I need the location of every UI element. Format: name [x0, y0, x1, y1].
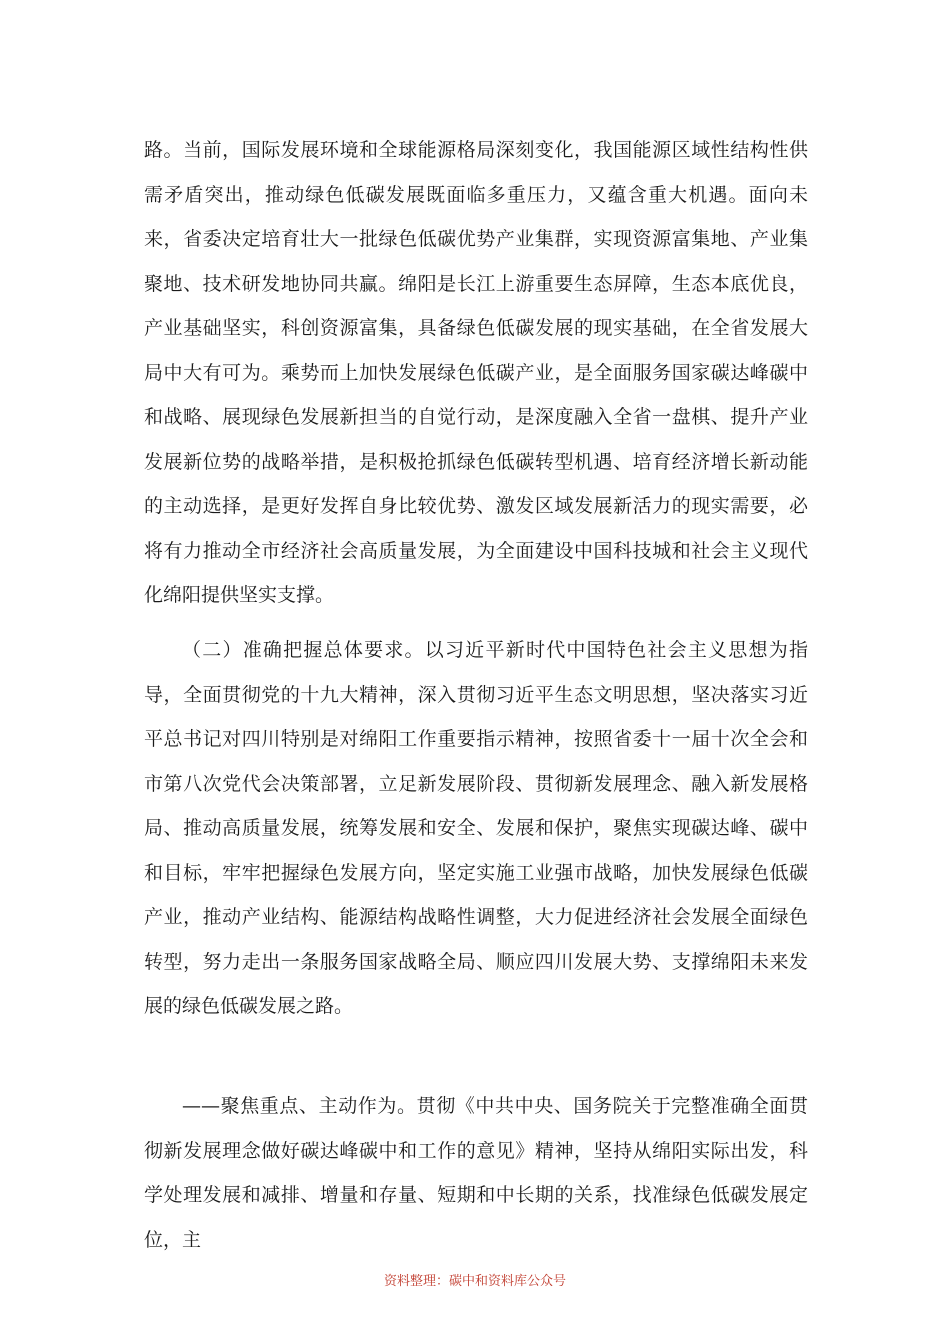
- paragraph-continuation: 路。当前，国际发展环境和全球能源格局深刻变化，我国能源区域性结构性供需矛盾突出，推动绿色低碳发展既面临多重压力，又蕴含重大机遇。面向未来，省委决定培育壮大一批绿色低碳优势产业集群，实现资源富集地、产业集聚地、技术研发地协同共赢。绵阳是长江上游重要生态屏障，生态本底优良，产业基础坚实，科创资源富集，具备绿色低碳发展的现实基础，在全省发展大局中大有可为。乘势而上加快发展绿色低碳产业，是全面服务国家碳达峰碳中和战略、展现绿色发展新担当的自觉行动，是深度融入全省一盘棋、提升产业发展新位势的战略举措，是积极抢抓绿色低碳转型机遇、培育经济增长新动能的主动选择，是更好发挥自身比较优势、激发区域发展新活力的现实需要，必将有力推动全市经济社会高质量发展，为全面建设中国科技城和社会主义现代化绵阳提供坚实支撑。: [144, 139, 808, 606]
- paragraph-focus-key-points: ——聚焦重点、主动作为。贯彻《中共中央、国务院关于完整准确全面贯彻新发展理念做好碳达峰碳中和工作的意见》精神，坚持从绵阳实际出发，科学处理发展和减排、增量和存量、短期和中长期的关系，找准绿色低碳发展定位，主: [144, 1095, 808, 1251]
- footer-source-note: 资料整理：碳中和资料库公众号: [383, 1274, 566, 1289]
- paragraph-overall-requirements: （二）准确把握总体要求。以习近平新时代中国特色社会主义思想为指导，全面贯彻党的十九大精神，深入贯彻习近平生态文明思想，坚决落实习近平总书记对四川特别是对绵阳工作重要指示精神，按照省委十一届十次全会和市第八次党代会决策部署，立足新发展阶段、贯彻新发展理念、融入新发展格局、推动高质量发展，统筹发展和安全、发展和保护，聚焦实现碳达峰、碳中和目标，牢牢把握绿色发展方向，坚定实施工业强市战略，加快发展绿色低碳产业，推动产业结构、能源结构战略性调整，大力促进经济社会发展全面绿色转型，努力走出一条服务国家战略全局、顺应四川发展大势、支撑绵阳未来发展的绿色低碳发展之路。: [144, 639, 808, 1017]
